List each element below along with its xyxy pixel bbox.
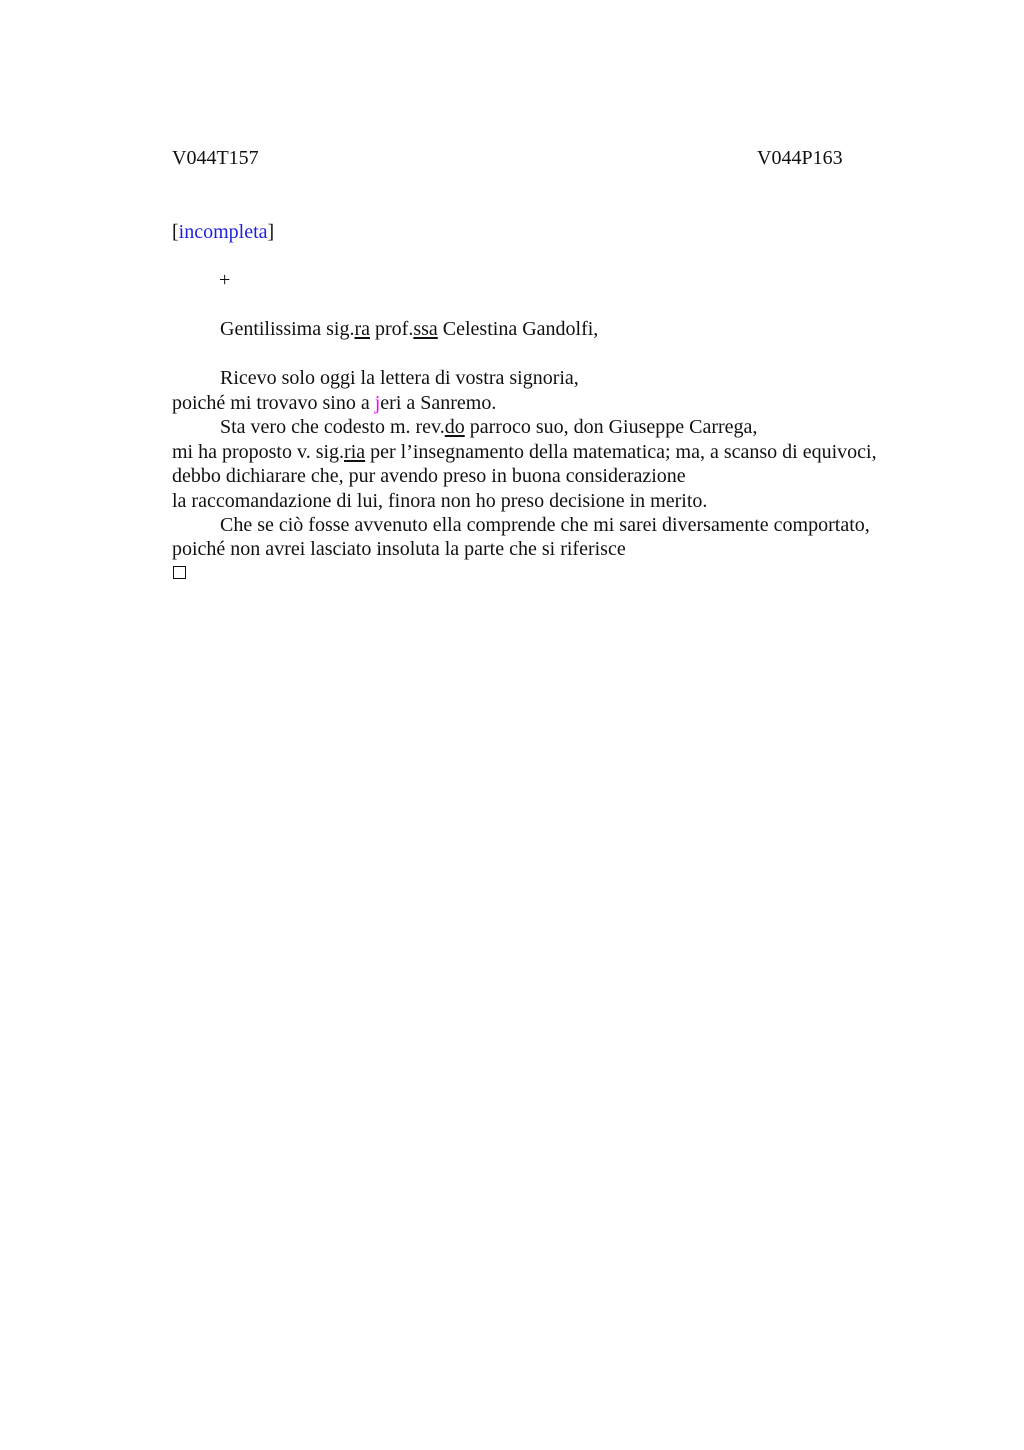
body-line-3-abbr: do bbox=[444, 416, 465, 438]
body-line-3-pre: Sta vero che codesto m. rev. bbox=[220, 416, 445, 438]
body-line-6: la raccomandazione di lui, finora non ho preso decisione in merito. bbox=[172, 490, 708, 512]
body-line-4-abbr: ria bbox=[344, 441, 366, 463]
body-line-4 bbox=[172, 440, 877, 464]
body-line-2 bbox=[172, 391, 496, 415]
status-note bbox=[172, 220, 274, 244]
body-line-4-post: per l’insegnamento della matematica; ma, a scanso di equivoci, bbox=[365, 441, 877, 463]
salutation-abbr-2: ssa bbox=[413, 318, 438, 340]
salutation-part-1: Gentilissima sig. bbox=[220, 318, 355, 340]
empty-box-symbol bbox=[173, 566, 186, 579]
body-line-3 bbox=[220, 415, 757, 439]
highlighted-letter: j bbox=[374, 392, 381, 414]
status-close-bracket: ] bbox=[267, 221, 275, 243]
document-code-right: V044P163 bbox=[757, 147, 843, 169]
body-line-8: poiché non avrei lasciato insoluta la parte che si riferisce bbox=[172, 538, 626, 560]
salutation-part-3: Celestina Gandolfi, bbox=[437, 318, 599, 340]
body-line-4-pre: mi ha proposto v. sig. bbox=[172, 441, 345, 463]
salutation bbox=[220, 317, 598, 341]
status-label: incompleta bbox=[178, 221, 268, 243]
body-line-2-pre: poiché mi trovavo sino a bbox=[172, 392, 375, 414]
body-line-2-post: eri a Sanremo. bbox=[380, 392, 497, 414]
body-line-3-post: parroco suo, don Giuseppe Carrega, bbox=[464, 416, 758, 438]
document-code-left: V044T157 bbox=[172, 147, 259, 169]
body-line-5: debbo dichiarare che, pur avendo preso in buona considerazione bbox=[172, 465, 686, 487]
body-line-1: Ricevo solo oggi la lettera di vostra signoria, bbox=[220, 367, 579, 389]
status-open-bracket: [ bbox=[172, 221, 179, 243]
body-line-7: Che se ciò fosse avvenuto ella comprende che mi sarei diversamente comportato, bbox=[220, 514, 870, 536]
salutation-part-2: prof. bbox=[370, 318, 414, 340]
cross-symbol: + bbox=[219, 269, 231, 291]
salutation-abbr-1: ra bbox=[354, 318, 370, 340]
